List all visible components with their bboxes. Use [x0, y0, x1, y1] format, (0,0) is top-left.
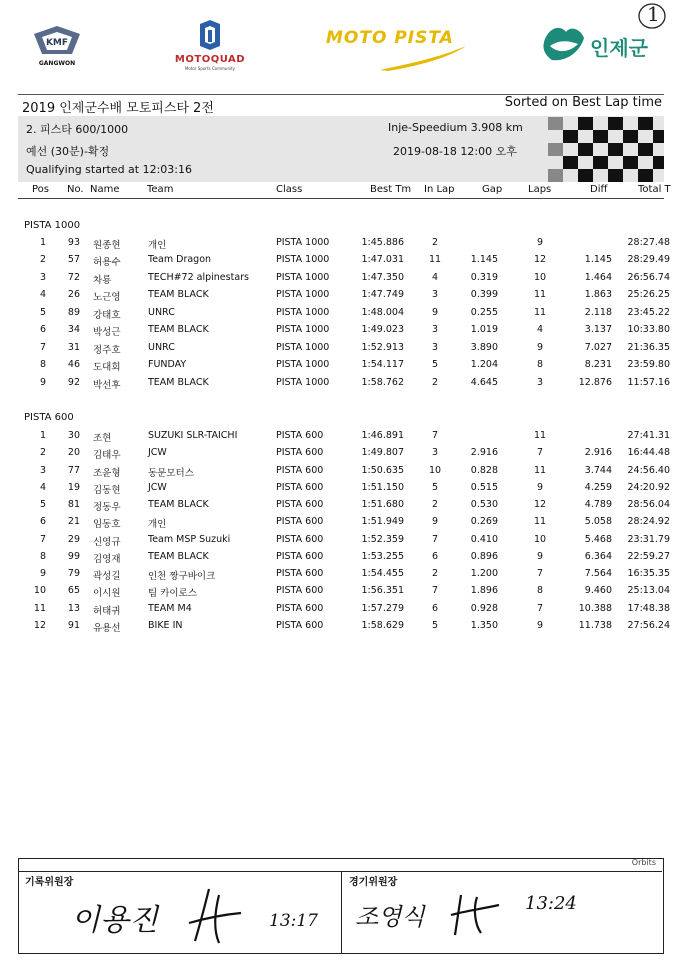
cell-name: 허용수 — [93, 257, 121, 269]
cell-team: Team MSP Suzuki — [148, 533, 231, 545]
cell-class: PISTA 1000 — [276, 306, 330, 318]
checker-square — [608, 117, 623, 130]
cell-team: TEAM BLACK — [148, 499, 209, 510]
cell-gap: 0.828 — [470, 464, 498, 476]
cell-total: 23:45.22 — [627, 306, 670, 318]
col-total: Total T — [638, 184, 671, 195]
cell-pos: 2 — [39, 447, 46, 459]
col-inlap: In Lap — [424, 184, 455, 195]
cell-team: 개인 — [148, 240, 167, 251]
cell-class: PISTA 600 — [276, 568, 324, 579]
cell-diff: 1.464 — [584, 271, 612, 283]
cell-name: 허태귀 — [93, 605, 121, 617]
cell-gap: 1.204 — [470, 359, 498, 371]
cell-diff: 5.058 — [584, 516, 612, 528]
cell-class: PISTA 1000 — [276, 359, 330, 371]
cell-class: PISTA 600 — [276, 550, 324, 562]
cell-gap: 0.896 — [470, 550, 498, 562]
cell-inlap: 5 — [431, 619, 439, 631]
cell-best: 1:51.680 — [361, 499, 404, 510]
svg-text:KMF: KMF — [45, 38, 69, 48]
cell-pos: 6 — [39, 324, 46, 336]
checker-square — [623, 156, 638, 169]
cell-laps: 7 — [536, 568, 544, 579]
cell-total: 22:59.27 — [627, 550, 670, 562]
cell-inlap: 5 — [431, 481, 439, 493]
cell-best: 1:47.350 — [361, 271, 404, 283]
cell-no: 46 — [67, 359, 80, 371]
cell-laps: 11 — [533, 430, 547, 441]
logo-row — [0, 0, 679, 86]
cell-best: 1:47.031 — [361, 254, 404, 266]
cell-class: PISTA 600 — [276, 602, 324, 614]
cell-best: 1:52.913 — [361, 341, 404, 353]
cell-team: TEAM BLACK — [148, 289, 209, 301]
cell-laps: 10 — [533, 271, 547, 283]
cell-no: 31 — [67, 341, 80, 353]
cell-team: FUNDAY — [148, 359, 187, 371]
cell-laps: 8 — [536, 359, 544, 371]
checker-square — [608, 169, 623, 182]
cell-gap: 1.019 — [470, 324, 498, 336]
cell-total: 25:13.04 — [627, 585, 670, 597]
cell-pos: 12 — [33, 619, 46, 631]
cell-no: 19 — [67, 481, 80, 493]
cell-no: 79 — [67, 568, 80, 579]
cell-best: 1:54.455 — [361, 568, 404, 579]
race-director-label: 경기위원장 — [349, 877, 398, 888]
kmf-emblem-icon — [30, 24, 84, 60]
cell-no: 13 — [67, 602, 80, 614]
cell-total: 27:41.31 — [627, 430, 670, 441]
checker-square — [593, 156, 608, 169]
cell-best: 1:51.949 — [361, 516, 404, 528]
checker-square — [548, 169, 563, 182]
cell-class: PISTA 1000 — [276, 237, 330, 248]
cell-gap: 0.399 — [470, 289, 498, 301]
checker-square — [578, 143, 593, 156]
sort-note: Sorted on Best Lap time — [504, 95, 662, 110]
cell-best: 1:52.359 — [361, 533, 404, 545]
cell-best: 1:46.891 — [361, 430, 404, 441]
motoquad-emblem-icon — [170, 20, 250, 54]
cell-team: TEAM BLACK — [148, 550, 209, 562]
cell-class: PISTA 1000 — [276, 289, 330, 301]
timekeeper-name: 이용진 — [71, 903, 158, 938]
cell-no: 72 — [67, 271, 80, 283]
race-director-name: 조영식 — [355, 903, 425, 931]
cell-gap: 0.928 — [470, 602, 498, 614]
cell-diff: 3.137 — [584, 324, 612, 336]
qualifying-start: Qualifying started at 12:03:16 — [26, 163, 192, 176]
checker-square — [638, 117, 653, 130]
cell-inlap: 6 — [431, 550, 439, 562]
cell-diff: 6.364 — [584, 550, 612, 562]
cell-laps: 9 — [536, 341, 544, 353]
kmf-caption: GANGWON — [38, 60, 76, 67]
cell-total: 25:26.25 — [627, 289, 670, 301]
cell-pos: 7 — [39, 341, 46, 353]
cell-total: 16:44.48 — [627, 447, 670, 459]
cell-inlap: 2 — [431, 499, 439, 510]
cell-team: TEAM M4 — [148, 602, 192, 614]
header-divider — [18, 198, 664, 199]
timekeeper-time: 13:17 — [269, 911, 318, 931]
cell-total: 24:56.40 — [627, 464, 670, 476]
col-class: Class — [276, 184, 303, 195]
cell-total: 16:35.35 — [627, 568, 670, 579]
cell-name: 박선후 — [93, 379, 121, 391]
cell-class: PISTA 600 — [276, 533, 324, 545]
cell-diff: 2.118 — [584, 306, 612, 318]
cell-total: 24:20.92 — [627, 481, 670, 493]
col-no: No. — [67, 184, 84, 195]
cell-diff: 12.876 — [578, 376, 612, 388]
cell-best: 1:49.023 — [361, 324, 404, 336]
cell-best: 1:58.762 — [361, 376, 404, 388]
cell-class: PISTA 1000 — [276, 324, 330, 336]
cell-laps: 11 — [533, 306, 547, 318]
motoquad-logo — [170, 20, 250, 72]
cell-team: JCW — [148, 447, 167, 459]
cell-laps: 11 — [533, 516, 547, 528]
cell-laps: 3 — [536, 376, 544, 388]
cell-inlap: 2 — [431, 568, 439, 579]
cell-no: 81 — [67, 499, 80, 510]
section-label: PISTA 600 — [24, 412, 74, 423]
cell-best: 1:49.807 — [361, 447, 404, 459]
cell-inlap: 2 — [431, 237, 439, 248]
cell-class: PISTA 600 — [276, 447, 324, 459]
col-laps: Laps — [528, 184, 552, 195]
cell-inlap: 4 — [431, 271, 439, 283]
cell-no: 91 — [67, 619, 80, 631]
cell-diff: 7.564 — [584, 568, 612, 579]
cell-gap: 3.890 — [470, 341, 498, 353]
cell-class: PISTA 600 — [276, 619, 324, 631]
cell-best: 1:58.629 — [361, 619, 404, 631]
cell-pos: 1 — [39, 237, 46, 248]
checker-square — [623, 130, 638, 143]
cell-best: 1:47.749 — [361, 289, 404, 301]
checker-square — [563, 130, 578, 143]
cell-inlap: 2 — [431, 376, 439, 388]
cell-laps: 7 — [536, 447, 544, 459]
cell-no: 34 — [67, 324, 80, 336]
cell-pos: 1 — [39, 430, 46, 441]
cell-pos: 11 — [33, 602, 46, 614]
cell-gap: 2.916 — [470, 447, 498, 459]
cell-total: 23:59.80 — [627, 359, 670, 371]
cell-diff: 10.388 — [578, 602, 612, 614]
class-line: 2. 피스타 600/1000 — [26, 123, 129, 136]
cell-class: PISTA 600 — [276, 499, 324, 510]
cell-gap: 1.896 — [470, 585, 498, 597]
cell-diff: 8.231 — [584, 359, 612, 371]
checker-square — [653, 156, 664, 169]
cell-class: PISTA 1000 — [276, 341, 330, 353]
checker-square — [548, 117, 563, 130]
cell-team: UNRC — [148, 341, 175, 353]
cell-inlap: 3 — [431, 289, 439, 301]
race-director-time: 13:24 — [525, 893, 577, 914]
col-diff: Diff — [590, 184, 608, 195]
cell-name: 임동호 — [93, 519, 121, 531]
cell-name: 조현 — [93, 433, 112, 444]
cell-gap: 0.255 — [470, 306, 498, 318]
inje-emblem-icon — [540, 22, 588, 68]
cell-team: TECH#72 alpinestars — [148, 271, 249, 283]
session-date: 2019-08-18 12:00 오후 — [393, 145, 517, 158]
cell-best: 1:56.351 — [361, 585, 404, 597]
cell-total: 26:56.74 — [627, 271, 670, 283]
cell-name: 김영재 — [93, 553, 121, 565]
cell-gap: 1.350 — [470, 619, 498, 631]
cell-diff: 5.468 — [584, 533, 612, 545]
cell-laps: 12 — [533, 254, 547, 266]
motoquad-subtitle: Motor Sports Community — [184, 66, 236, 71]
cell-gap: 0.319 — [470, 271, 498, 283]
cell-pos: 3 — [39, 271, 46, 283]
cell-total: 27:56.24 — [627, 619, 670, 631]
cell-best: 1:48.004 — [361, 306, 404, 318]
checker-square — [638, 143, 653, 156]
cell-no: 99 — [67, 550, 80, 562]
cell-total: 11:57.16 — [627, 376, 670, 388]
cell-diff: 11.738 — [578, 619, 612, 631]
cell-laps: 9 — [536, 481, 544, 493]
cell-name: 신영규 — [93, 536, 121, 548]
cell-no: 65 — [67, 585, 80, 597]
cell-inlap: 10 — [428, 464, 442, 476]
checker-square — [563, 156, 578, 169]
cell-team: Team Dragon — [148, 254, 212, 266]
cell-no: 30 — [67, 430, 80, 441]
cell-laps: 9 — [536, 550, 544, 562]
cell-team: BIKE IN — [148, 619, 183, 631]
cell-gap: 0.269 — [470, 516, 498, 528]
cell-best: 1:53.255 — [361, 550, 404, 562]
kmf-logo — [30, 24, 84, 72]
cell-laps: 9 — [536, 619, 544, 631]
cell-diff: 7.027 — [584, 341, 612, 353]
cell-no: 21 — [67, 516, 80, 528]
cell-laps: 11 — [533, 464, 547, 476]
cell-name: 노근영 — [93, 292, 121, 304]
cell-gap: 0.530 — [470, 499, 498, 510]
cell-laps: 7 — [536, 602, 544, 614]
checker-square — [608, 143, 623, 156]
event-title: 2019 인제군수배 모토피스타 2전 — [22, 101, 214, 116]
cell-pos: 4 — [39, 289, 46, 301]
cell-pos: 4 — [39, 481, 46, 493]
cell-laps: 4 — [536, 324, 544, 336]
cell-total: 10:33.80 — [627, 324, 670, 336]
cell-laps: 8 — [536, 585, 544, 597]
cell-inlap: 11 — [428, 254, 442, 266]
cell-laps: 11 — [533, 289, 547, 301]
signature-box — [18, 858, 664, 954]
motopista-swoosh-icon — [378, 44, 468, 72]
inje-logo — [540, 20, 650, 72]
checker-square — [638, 169, 653, 182]
cell-team: TEAM BLACK — [148, 376, 209, 388]
cell-total: 17:48.38 — [627, 602, 670, 614]
page-mark: 1 — [636, 2, 668, 30]
title-bar — [18, 94, 664, 118]
cell-class: PISTA 600 — [276, 430, 324, 441]
cell-inlap: 7 — [431, 585, 439, 597]
cell-name: 김태우 — [93, 450, 121, 462]
cell-total: 28:56.04 — [627, 499, 670, 510]
cell-class: PISTA 1000 — [276, 376, 330, 388]
cell-class: PISTA 600 — [276, 516, 324, 528]
cell-gap: 0.410 — [470, 533, 498, 545]
cell-team: 팀 카이로스 — [148, 588, 197, 600]
cell-gap: 0.515 — [470, 481, 498, 493]
cell-pos: 6 — [39, 516, 46, 528]
col-gap: Gap — [482, 184, 503, 195]
cell-class: PISTA 600 — [276, 481, 324, 493]
cell-pos: 3 — [39, 464, 46, 476]
checker-square — [578, 117, 593, 130]
cell-team: UNRC — [148, 306, 175, 318]
cell-gap: 4.645 — [470, 376, 498, 388]
cell-pos: 9 — [39, 568, 46, 579]
motopista-wordmark: MOTO PISTA — [326, 28, 454, 48]
cell-pos: 8 — [39, 550, 46, 562]
cell-best: 1:51.150 — [361, 481, 404, 493]
checker-square — [593, 130, 608, 143]
cell-pos: 5 — [39, 499, 46, 510]
cell-laps: 10 — [533, 533, 547, 545]
checkered-flag-icon — [518, 116, 664, 182]
cell-team: SUZUKI SLR-TAICHI — [148, 430, 238, 441]
cell-inlap: 5 — [431, 359, 439, 371]
cell-name: 곽성길 — [93, 571, 121, 582]
cell-no: 89 — [67, 306, 80, 318]
cell-pos: 9 — [39, 376, 46, 388]
cell-name: 이시원 — [93, 588, 121, 600]
cell-total: 28:27.48 — [627, 237, 670, 248]
orbits-label: Orbits — [631, 858, 656, 867]
cell-name: 도대회 — [93, 362, 121, 374]
cell-name: 차룡 — [93, 274, 112, 286]
cell-inlap: 7 — [431, 533, 439, 545]
cell-diff: 2.916 — [584, 447, 612, 459]
cell-class: PISTA 600 — [276, 464, 324, 476]
cell-laps: 9 — [536, 237, 544, 248]
cell-team: JCW — [148, 481, 167, 493]
cell-inlap: 3 — [431, 341, 439, 353]
cell-no: 77 — [67, 464, 80, 476]
cell-inlap: 3 — [431, 324, 439, 336]
col-team: Team — [147, 184, 174, 195]
col-best: Best Tm — [370, 184, 412, 195]
motoquad-wordmark: MOTOQUAD — [174, 54, 246, 65]
cell-no: 57 — [67, 254, 80, 266]
cell-pos: 10 — [33, 585, 46, 597]
col-name: Name — [90, 184, 120, 195]
cell-name: 원종현 — [93, 240, 121, 251]
cell-team: 개인 — [148, 519, 167, 531]
cell-best: 1:50.635 — [361, 464, 404, 476]
cell-inlap: 3 — [431, 447, 439, 459]
cell-diff: 1.145 — [584, 254, 612, 266]
session-line: 예선 (30분)-확정 — [26, 145, 110, 158]
cell-total: 21:36.35 — [627, 341, 670, 353]
race-director-signature-icon — [447, 889, 503, 939]
checker-square — [653, 130, 664, 143]
cell-name: 정주호 — [93, 344, 121, 356]
cell-total: 28:24.92 — [627, 516, 670, 528]
cell-no: 92 — [67, 376, 80, 388]
cell-inlap: 9 — [431, 306, 439, 318]
cell-no: 20 — [67, 447, 80, 459]
cell-team: 동문모터스 — [148, 467, 194, 479]
cell-diff: 3.744 — [584, 464, 612, 476]
checker-square — [548, 143, 563, 156]
cell-no: 93 — [67, 237, 80, 248]
timekeeper-signature-icon — [179, 885, 249, 947]
cell-diff: 4.259 — [584, 481, 612, 493]
signature-divider — [341, 871, 342, 953]
cell-name: 유용선 — [93, 622, 121, 634]
cell-team: 인천 짱구바이크 — [148, 571, 216, 582]
cell-total: 28:29.49 — [627, 254, 670, 266]
cell-inlap: 7 — [431, 430, 439, 441]
cell-no: 29 — [67, 533, 80, 545]
cell-gap: 1.200 — [470, 568, 498, 579]
inje-wordmark: 인제군 — [590, 36, 648, 60]
cell-name: 조윤형 — [93, 467, 121, 479]
cell-team: TEAM BLACK — [148, 324, 209, 336]
cell-best: 1:54.117 — [361, 359, 404, 371]
cell-name: 박성근 — [93, 327, 121, 339]
col-pos: Pos — [32, 184, 50, 195]
section-label: PISTA 1000 — [24, 220, 81, 231]
cell-diff: 1.863 — [584, 289, 612, 301]
cell-diff: 4.789 — [584, 499, 612, 510]
cell-class: PISTA 1000 — [276, 271, 330, 283]
cell-name: 정동우 — [93, 502, 121, 513]
cell-total: 23:31.79 — [627, 533, 670, 545]
cell-laps: 12 — [533, 499, 547, 510]
cell-inlap: 9 — [431, 516, 439, 528]
cell-best: 1:45.886 — [361, 237, 404, 248]
cell-name: 강태호 — [93, 309, 121, 321]
cell-pos: 5 — [39, 306, 46, 318]
track-info: Inje-Speedium 3.908 km — [388, 121, 523, 134]
cell-name: 김동현 — [93, 484, 121, 496]
motopista-logo — [322, 22, 472, 72]
cell-best: 1:57.279 — [361, 602, 404, 614]
cell-inlap: 6 — [431, 602, 439, 614]
cell-pos: 7 — [39, 533, 46, 545]
timekeeper-label: 기록위원장 — [25, 877, 74, 888]
cell-gap: 1.145 — [470, 254, 498, 266]
cell-class: PISTA 1000 — [276, 254, 330, 266]
cell-class: PISTA 600 — [276, 585, 324, 597]
cell-pos: 8 — [39, 359, 46, 371]
cell-no: 26 — [67, 289, 80, 301]
cell-diff: 9.460 — [584, 585, 612, 597]
checker-square — [578, 169, 593, 182]
cell-pos: 2 — [39, 254, 46, 266]
